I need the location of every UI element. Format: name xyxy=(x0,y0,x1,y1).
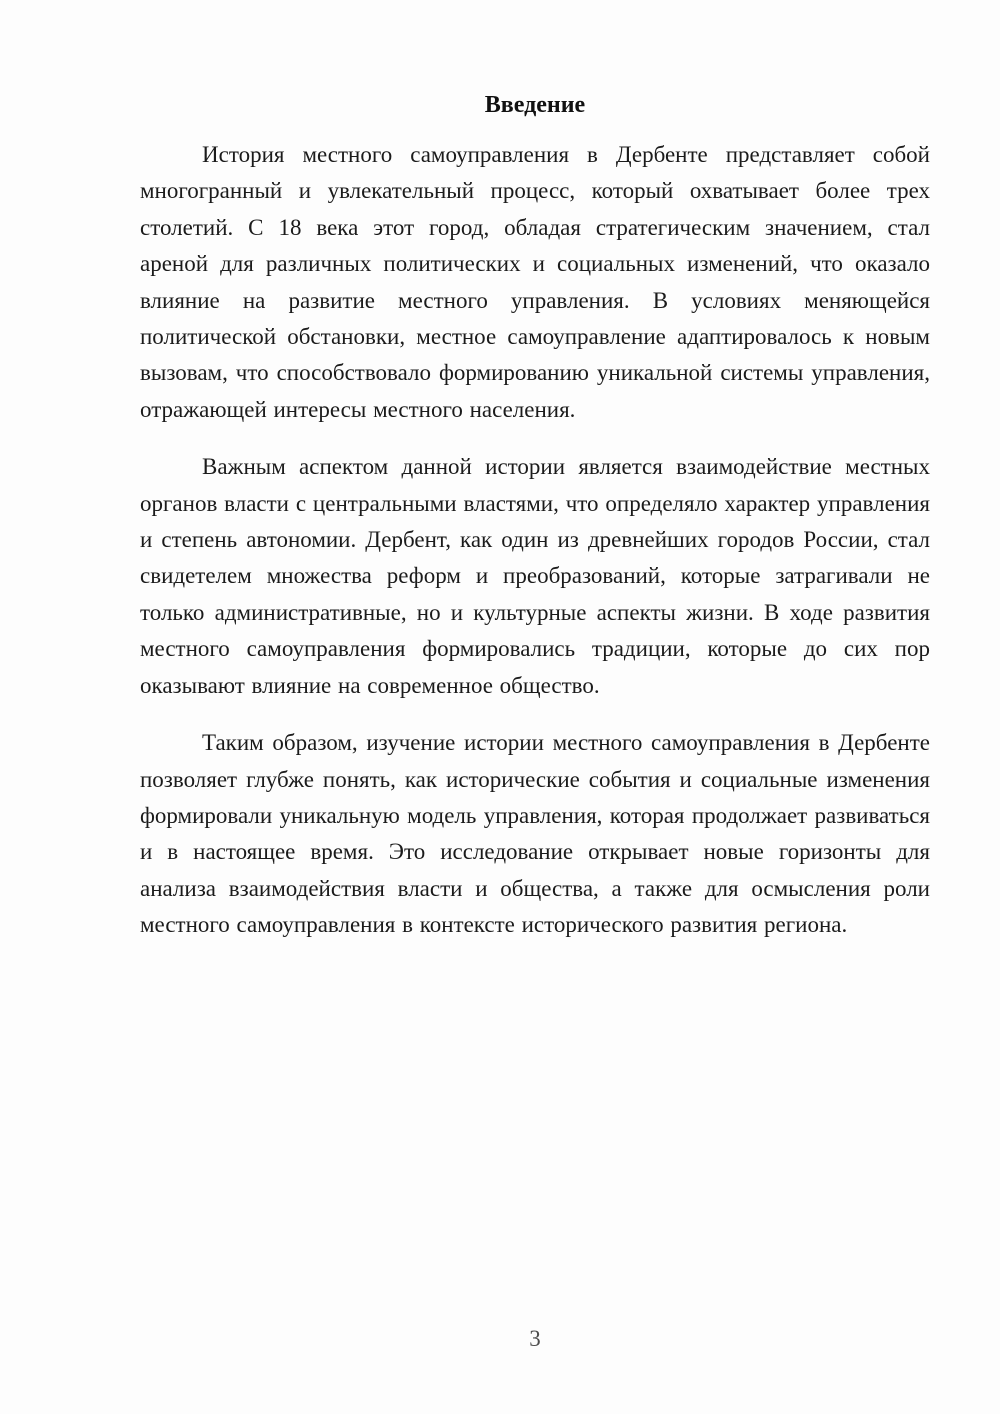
document-content xyxy=(140,90,930,944)
page-title: Введение xyxy=(484,92,586,118)
page-number: 3 xyxy=(529,1326,541,1351)
paragraph-2: Важным аспектом данной истории является взаимодействие местных органов власти с центральными властями, что определяло характер управления и степень автономии. Дербент, как один из древнейших городов России, стал свидетелем множества реформ и преобразований, которые затрагивали не только административные, но и культурные аспекты жизни. В ходе развития местного самоуправления формировались традиции, которые до сих пор оказывают влияние на современное общество. xyxy=(140,454,930,698)
paragraph-1: История местного самоуправления в Дербенте представляет собой многогранный и увлекательный процесс, который охватывает более трех столетий. С 18 века этот город, обладая стратегическим значением, стал ареной для различных политических и социальных изменений, что оказало влияние на развитие местного управления. В условиях меняющейся политической обстановки, местное самоуправление адаптировалось к новым вызовам, что способствовало формированию уникальной системы управления, отражающей интересы местного населения. xyxy=(140,142,930,422)
paragraph-3: Таким образом, изучение истории местного самоуправления в Дербенте позволяет глубже понять, как исторические события и социальные изменения формировали уникальную модель управления, которая продолжает развиваться и в настоящее время. Это исследование открывает новые горизонты для анализа взаимодействия власти и общества, а также для осмысления роли местного самоуправления в контексте исторического развития региона. xyxy=(140,730,930,938)
